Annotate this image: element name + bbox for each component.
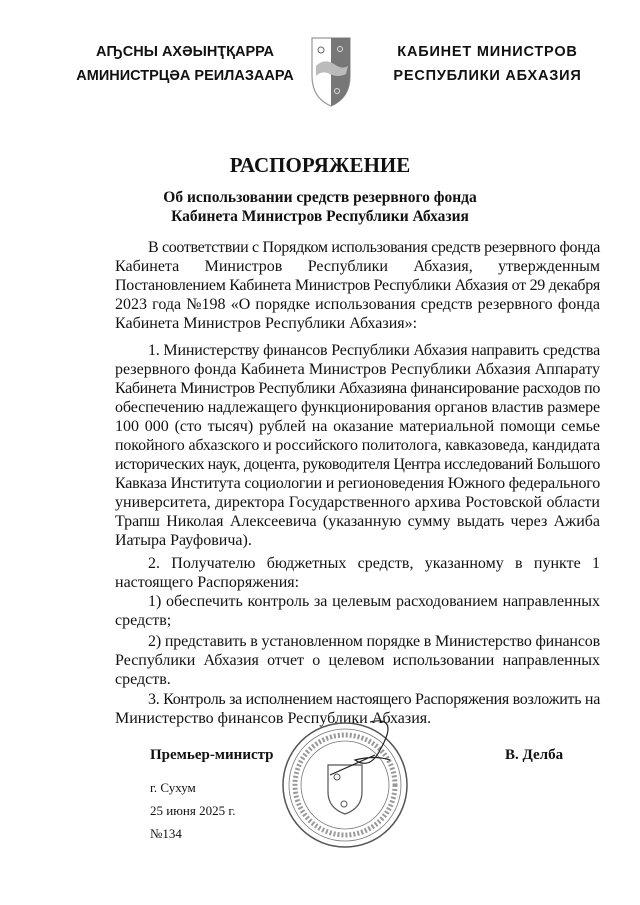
body-text-line: 1) обеспечить контроль за целевым расходованием направленных [148,593,600,610]
header-right [375,40,600,88]
body-text-line: средств. [115,671,171,688]
body-text-line: 100 000 (сто тысяч) рублей на оказание материальной помощи семье [115,418,600,435]
subtitle-line: Об использовании средств резервного фонда [163,189,477,206]
body-text-line: Кабинета Министров Республики Абхазия, утвержденным [115,258,600,275]
body-text-line: покойного абхазского и российского политолога, кавказоведа, кандидата [115,437,600,454]
signatory-position: Премьер-министр [150,747,274,763]
body-text-line: Иатыра Рауфовича). [115,532,252,549]
body-text-line: университета, директора Государственного архива Ростовской области [115,494,600,511]
document-title: РАСПОРЯЖЕНИЕ [229,153,411,177]
signatory-name: В. Делба [505,747,564,763]
header-right-line: КАБИНЕТ МИНИСТРОВ [397,44,578,60]
body-text-line: Трапш Николая Алексеевича (указанную сумму выдать через Ажиба [115,513,600,530]
body-text-line: 3. Контроль за исполнением настоящего Распоряжения возложить на [148,691,600,708]
coat-of-arms-emblem [310,36,352,108]
body-text-line: Кавказа Института социологии и регионоведения Южного федерального [115,475,600,492]
header-left-line: АҦСНЫ АХӘЫНҬҚАРРА [95,44,275,60]
body-text-line: Кабинета Министров Республики Абхазия»: [115,315,418,332]
body-text-line: обеспечению надлежащего функционирования органов властив размере [115,399,600,416]
body-text-line: Республики Абхазия отчет о целевом использовании направленных [115,652,600,669]
body-text-line: исторических наук, доцента, руководителя Центра исследований Большого [115,456,600,473]
document-subtitle [0,188,640,226]
body-text-line: 2023 года №198 «О порядке использования средств резервного фонда [115,296,600,313]
header-right-line: РЕСПУБЛИКИ АБХАЗИЯ [393,68,582,84]
official-stamp [280,720,410,850]
body-text-line: резервного фонда Кабинета Министров Республики Абхазия Аппарату [115,361,600,378]
body-text-line: Министерство финансов Республики Абхазия. [115,710,432,727]
issue-city: г. Сухум [150,780,196,795]
body-text-line: В соответствии с Порядком использования средств резервного фонда [148,239,600,256]
body-text-line: Постановлением Кабинета Министров Республики Абхазия от 29 декабря [115,277,600,294]
header-left [60,40,310,88]
header-left-line: АМИНИСТРЦӘА РЕИЛАЗААРА [76,68,294,84]
issue-date: 25 июня 2025 г. [150,803,236,818]
body-text-line: Кабинета Министров Республики Абхазияна финансирование расходов по [115,380,600,397]
subtitle-line: Кабинета Министров Республики Абхазия [171,208,469,225]
order-number: №134 [150,826,182,841]
body-text-line: 1. Министерству финансов Республики Абхазия направить средства [148,342,600,359]
body-text-line: настоящего Распоряжения: [115,574,300,591]
body-text-line: 2) представить в установленном порядке в Министерство финансов [148,633,600,650]
body-text-line: средств; [115,612,172,629]
body-text-line: 2. Получателю бюджетных средств, указанному в пункте 1 [148,555,600,572]
